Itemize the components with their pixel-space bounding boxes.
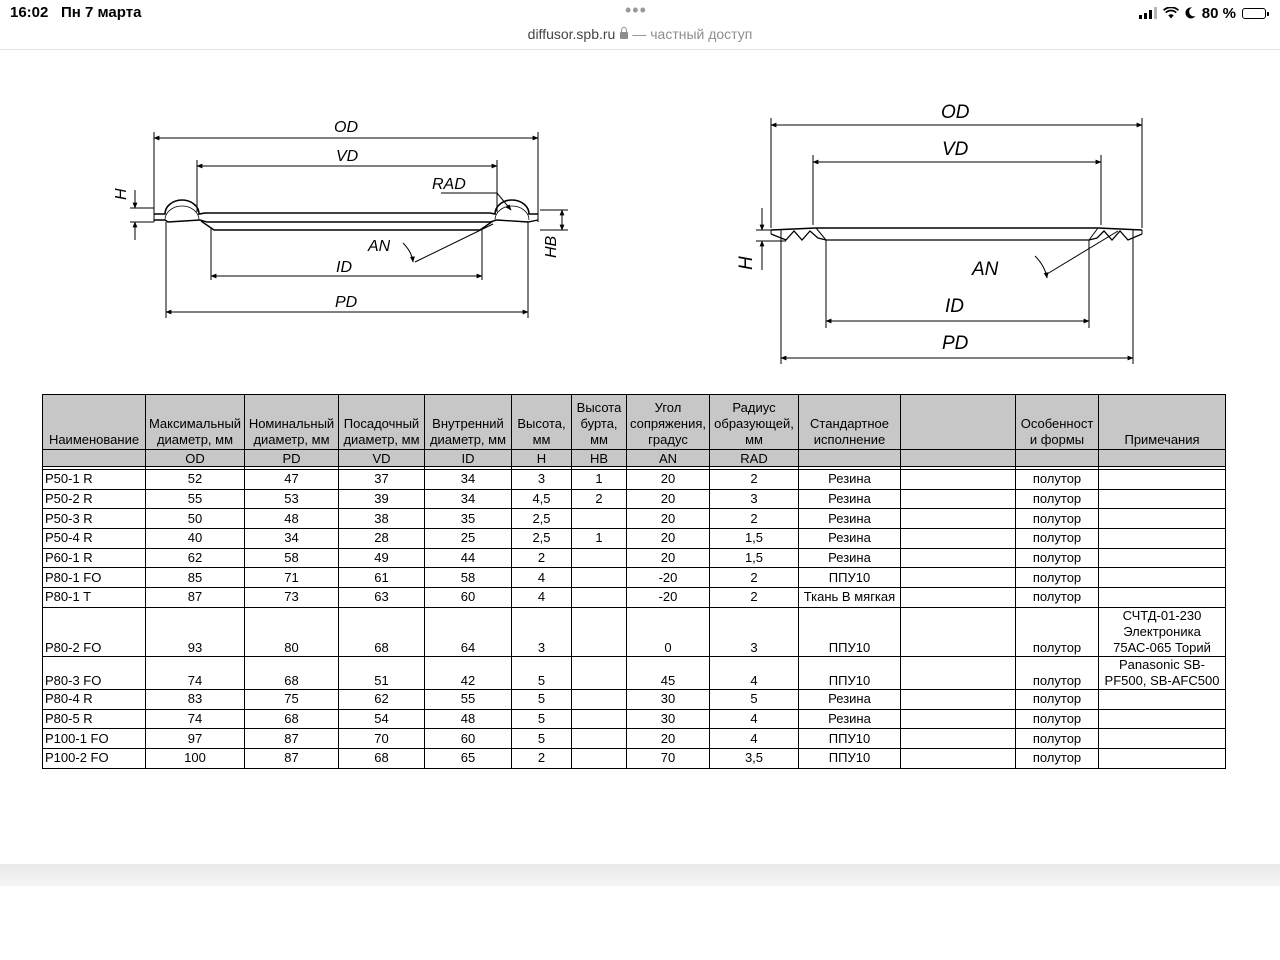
abbr-cell: RAD: [710, 450, 799, 467]
table-row: [43, 470, 1226, 490]
table-cell: 3: [512, 607, 572, 656]
row-name-cell: P80-1 T: [43, 588, 146, 608]
table-cell: полутор: [1016, 656, 1099, 689]
header-cell: Внутренний диаметр, мм: [425, 395, 512, 450]
abbr-cell: H: [512, 450, 572, 467]
label-hb-left: HB: [543, 235, 560, 258]
table-cell: [901, 656, 1016, 689]
table-cell: 38: [339, 509, 425, 529]
table-cell: 70: [339, 729, 425, 749]
table-cell: 5: [710, 689, 799, 709]
table-cell: 5: [512, 709, 572, 729]
date: Пн 7 марта: [61, 4, 142, 21]
abbr-cell: HB: [572, 450, 627, 467]
table-cell: 2: [512, 548, 572, 568]
table-cell: СЧТД-01-230 Электроника 75АС-065 Торий: [1099, 607, 1226, 656]
table-cell: 50: [146, 509, 245, 529]
table-cell: Panasonic SB-PF500, SB-AFC500: [1099, 656, 1226, 689]
table-cell: 2,5: [512, 509, 572, 529]
table-cell: 30: [627, 689, 710, 709]
bottom-toolbar: [0, 864, 1280, 886]
table-cell: 40: [146, 529, 245, 549]
table-cell: [901, 729, 1016, 749]
table-cell: 64: [425, 607, 512, 656]
table-cell: 28: [339, 529, 425, 549]
table-cell: 4,5: [512, 489, 572, 509]
table-cell: Резина: [799, 509, 901, 529]
table-cell: 85: [146, 568, 245, 588]
table-row: [43, 607, 1226, 656]
table-cell: 93: [146, 607, 245, 656]
table-cell: [572, 568, 627, 588]
table-cell: 2: [710, 470, 799, 490]
abbr-cell: [901, 450, 1016, 467]
table-header-row: [43, 395, 1226, 450]
table-cell: 68: [245, 656, 339, 689]
header-cell: Угол сопряжения, градус: [627, 395, 710, 450]
table-cell: 83: [146, 689, 245, 709]
header-cell: Примечания: [1099, 395, 1226, 450]
label-pd-left: PD: [335, 294, 358, 311]
table-cell: 58: [245, 548, 339, 568]
table-cell: [901, 548, 1016, 568]
table-cell: [1099, 588, 1226, 608]
table-row: [43, 729, 1226, 749]
table-cell: 1: [572, 529, 627, 549]
header-cell: Максимальный диаметр, мм: [146, 395, 245, 450]
battery-icon: [1242, 8, 1266, 19]
table-cell: [1099, 470, 1226, 490]
abbr-cell: VD: [339, 450, 425, 467]
table-cell: полутор: [1016, 607, 1099, 656]
table-cell: 55: [146, 489, 245, 509]
table-cell: 0: [627, 607, 710, 656]
table-cell: 74: [146, 709, 245, 729]
table-cell: [1099, 529, 1226, 549]
table-cell: [901, 529, 1016, 549]
table-cell: [901, 489, 1016, 509]
table-cell: ППУ10: [799, 607, 901, 656]
table-cell: 4: [710, 656, 799, 689]
table-cell: 2: [710, 588, 799, 608]
table-cell: ППУ10: [799, 568, 901, 588]
header-cell: Особенност и формы: [1016, 395, 1099, 450]
row-name-cell: P80-1 FO: [43, 568, 146, 588]
row-name-cell: P80-4 R: [43, 689, 146, 709]
table-cell: 53: [245, 489, 339, 509]
table-cell: 4: [512, 568, 572, 588]
table-cell: 47: [245, 470, 339, 490]
table-cell: [1099, 689, 1226, 709]
table-cell: 3: [710, 607, 799, 656]
table-cell: 100: [146, 748, 245, 768]
label-an-left: AN: [368, 238, 391, 255]
table-cell: полутор: [1016, 709, 1099, 729]
table-cell: [572, 607, 627, 656]
label-id-left: ID: [336, 259, 352, 276]
table-cell: [901, 509, 1016, 529]
table-row: [43, 568, 1226, 588]
label-vd-left: VD: [336, 148, 359, 165]
table-cell: [1099, 568, 1226, 588]
label-h-right: H: [736, 256, 757, 270]
header-cell: Высота, мм: [512, 395, 572, 450]
label-h-left: H: [113, 188, 130, 200]
table-cell: 30: [627, 709, 710, 729]
table-cell: [572, 729, 627, 749]
row-name-cell: P50-3 R: [43, 509, 146, 529]
system-indicators: [1139, 4, 1266, 22]
table-cell: 2: [710, 509, 799, 529]
table-cell: 55: [425, 689, 512, 709]
table-cell: 44: [425, 548, 512, 568]
table-cell: -20: [627, 568, 710, 588]
label-rad-left: RAD: [432, 176, 466, 193]
table-cell: 20: [627, 548, 710, 568]
table-cell: [572, 509, 627, 529]
table-cell: 60: [425, 729, 512, 749]
table-cell: 48: [425, 709, 512, 729]
table-cell: [1099, 748, 1226, 768]
diagram-left-labels: [113, 119, 560, 311]
abbr-cell: ID: [425, 450, 512, 467]
table-cell: 2: [572, 489, 627, 509]
row-name-cell: P80-5 R: [43, 709, 146, 729]
table-cell: Резина: [799, 548, 901, 568]
row-name-cell: P50-1 R: [43, 470, 146, 490]
address-bar[interactable]: [0, 26, 1280, 42]
table-cell: 1: [572, 470, 627, 490]
table-row: [43, 709, 1226, 729]
table-cell: 20: [627, 489, 710, 509]
wifi-icon: [1163, 7, 1179, 19]
abbr-cell: OD: [146, 450, 245, 467]
abbr-cell: [43, 450, 146, 467]
table-cell: 5: [512, 689, 572, 709]
table-cell: [572, 748, 627, 768]
table-cell: 4: [710, 729, 799, 749]
table-cell: 87: [245, 729, 339, 749]
table-cell: Резина: [799, 470, 901, 490]
url-text: diffusor.spb.ru: [527, 26, 616, 42]
table-cell: [901, 607, 1016, 656]
table-cell: 87: [245, 748, 339, 768]
label-vd-right: VD: [942, 139, 969, 160]
table-cell: 71: [245, 568, 339, 588]
table-cell: 61: [339, 568, 425, 588]
row-name-cell: P60-1 R: [43, 548, 146, 568]
table-cell: [1099, 548, 1226, 568]
header-cell: Стандартное исполнение: [799, 395, 901, 450]
table-cell: 34: [245, 529, 339, 549]
private-mode-label: — частный доступ: [632, 26, 753, 42]
lock-icon: [620, 32, 628, 39]
label-od-right: OD: [941, 102, 970, 123]
table-row: [43, 748, 1226, 768]
table-cell: Резина: [799, 529, 901, 549]
abbr-cell: AN: [627, 450, 710, 467]
table-cell: ППУ10: [799, 656, 901, 689]
table-cell: [901, 588, 1016, 608]
table-cell: 42: [425, 656, 512, 689]
table-cell: 52: [146, 470, 245, 490]
table-cell: 34: [425, 470, 512, 490]
table-cell: 34: [425, 489, 512, 509]
table-cell: полутор: [1016, 588, 1099, 608]
header-cell: [901, 395, 1016, 450]
table-cell: 1,5: [710, 548, 799, 568]
table-cell: 60: [425, 588, 512, 608]
table-row: [43, 588, 1226, 608]
table-cell: [572, 548, 627, 568]
table-cell: 2: [710, 568, 799, 588]
table-cell: 25: [425, 529, 512, 549]
table-cell: 20: [627, 509, 710, 529]
table-cell: 20: [627, 470, 710, 490]
table-cell: полутор: [1016, 529, 1099, 549]
table-cell: полутор: [1016, 568, 1099, 588]
table-cell: 54: [339, 709, 425, 729]
table-cell: 1,5: [710, 529, 799, 549]
row-name-cell: P50-2 R: [43, 489, 146, 509]
table-cell: [901, 689, 1016, 709]
abbr-cell: [1016, 450, 1099, 467]
table-cell: [901, 748, 1016, 768]
table-cell: Ткань В мягкая: [799, 588, 901, 608]
abbr-cell: [799, 450, 901, 467]
table-cell: 73: [245, 588, 339, 608]
table-cell: [1099, 729, 1226, 749]
table-cell: [572, 588, 627, 608]
table-cell: 3,5: [710, 748, 799, 768]
table-cell: 51: [339, 656, 425, 689]
table-cell: [572, 709, 627, 729]
table-cell: полутор: [1016, 729, 1099, 749]
more-dots-icon[interactable]: •••: [625, 0, 647, 20]
table-cell: 62: [339, 689, 425, 709]
table-cell: полутор: [1016, 470, 1099, 490]
table-cell: 37: [339, 470, 425, 490]
table-cell: полутор: [1016, 489, 1099, 509]
label-id-right: ID: [945, 296, 964, 317]
cellular-signal-icon: [1139, 7, 1157, 19]
row-name-cell: P100-1 FO: [43, 729, 146, 749]
table-row: [43, 529, 1226, 549]
table-cell: ППУ10: [799, 729, 901, 749]
dimension-drawings: [0, 50, 1280, 390]
table-cell: 45: [627, 656, 710, 689]
table-cell: полутор: [1016, 748, 1099, 768]
battery-percentage: 80 %: [1201, 4, 1236, 22]
moon-icon: [1185, 7, 1196, 19]
table-cell: 58: [425, 568, 512, 588]
table-row: [43, 689, 1226, 709]
table-cell: 68: [339, 607, 425, 656]
table-cell: [572, 689, 627, 709]
row-name-cell: P50-4 R: [43, 529, 146, 549]
table-cell: 80: [245, 607, 339, 656]
table-cell: полутор: [1016, 509, 1099, 529]
table-cell: 63: [339, 588, 425, 608]
table-cell: 3: [710, 489, 799, 509]
table-cell: 97: [146, 729, 245, 749]
table-row: [43, 489, 1226, 509]
header-cell: Наименование: [43, 395, 146, 450]
table-cell: 2,5: [512, 529, 572, 549]
table-cell: [1099, 509, 1226, 529]
table-cell: 20: [627, 729, 710, 749]
table-cell: 48: [245, 509, 339, 529]
label-od-left: OD: [334, 119, 358, 136]
table-cell: Резина: [799, 689, 901, 709]
table-row: [43, 509, 1226, 529]
table-cell: 20: [627, 529, 710, 549]
table-cell: 5: [512, 656, 572, 689]
table-cell: 5: [512, 729, 572, 749]
table-cell: [901, 568, 1016, 588]
table-cell: 62: [146, 548, 245, 568]
table-cell: -20: [627, 588, 710, 608]
table-cell: 68: [339, 748, 425, 768]
table-cell: 87: [146, 588, 245, 608]
table-cell: 74: [146, 656, 245, 689]
label-pd-right: PD: [942, 333, 969, 354]
table-cell: 49: [339, 548, 425, 568]
table-cell: 2: [512, 748, 572, 768]
row-name-cell: P100-2 FO: [43, 748, 146, 768]
table-cell: [1099, 709, 1226, 729]
table-cell: полутор: [1016, 689, 1099, 709]
table-cell: 75: [245, 689, 339, 709]
table-cell: [1099, 489, 1226, 509]
header-cell: Посадочный диаметр, мм: [339, 395, 425, 450]
header-cell: Номинальный диаметр, мм: [245, 395, 339, 450]
table-row: [43, 656, 1226, 689]
abbr-cell: PD: [245, 450, 339, 467]
table-cell: [572, 656, 627, 689]
table-cell: 68: [245, 709, 339, 729]
table-abbr-row: [43, 450, 1226, 467]
table-cell: [901, 709, 1016, 729]
table-cell: ППУ10: [799, 748, 901, 768]
spec-table: [42, 394, 1226, 769]
table-cell: [901, 470, 1016, 490]
table-cell: Резина: [799, 489, 901, 509]
clock: 16:02: [10, 4, 49, 21]
table-cell: 35: [425, 509, 512, 529]
header-cell: Радиус образующей, мм: [710, 395, 799, 450]
table-cell: 70: [627, 748, 710, 768]
table-cell: Резина: [799, 709, 901, 729]
table-cell: 4: [512, 588, 572, 608]
table-cell: 3: [512, 470, 572, 490]
table-cell: полутор: [1016, 548, 1099, 568]
label-an-right: AN: [972, 259, 999, 280]
table-row: [43, 548, 1226, 568]
status-bar: [0, 0, 1280, 50]
table-cell: 4: [710, 709, 799, 729]
row-name-cell: P80-2 FO: [43, 607, 146, 656]
row-name-cell: P80-3 FO: [43, 656, 146, 689]
table-cell: 65: [425, 748, 512, 768]
table-cell: 39: [339, 489, 425, 509]
header-cell: Высота бурта, мм: [572, 395, 627, 450]
abbr-cell: [1099, 450, 1226, 467]
